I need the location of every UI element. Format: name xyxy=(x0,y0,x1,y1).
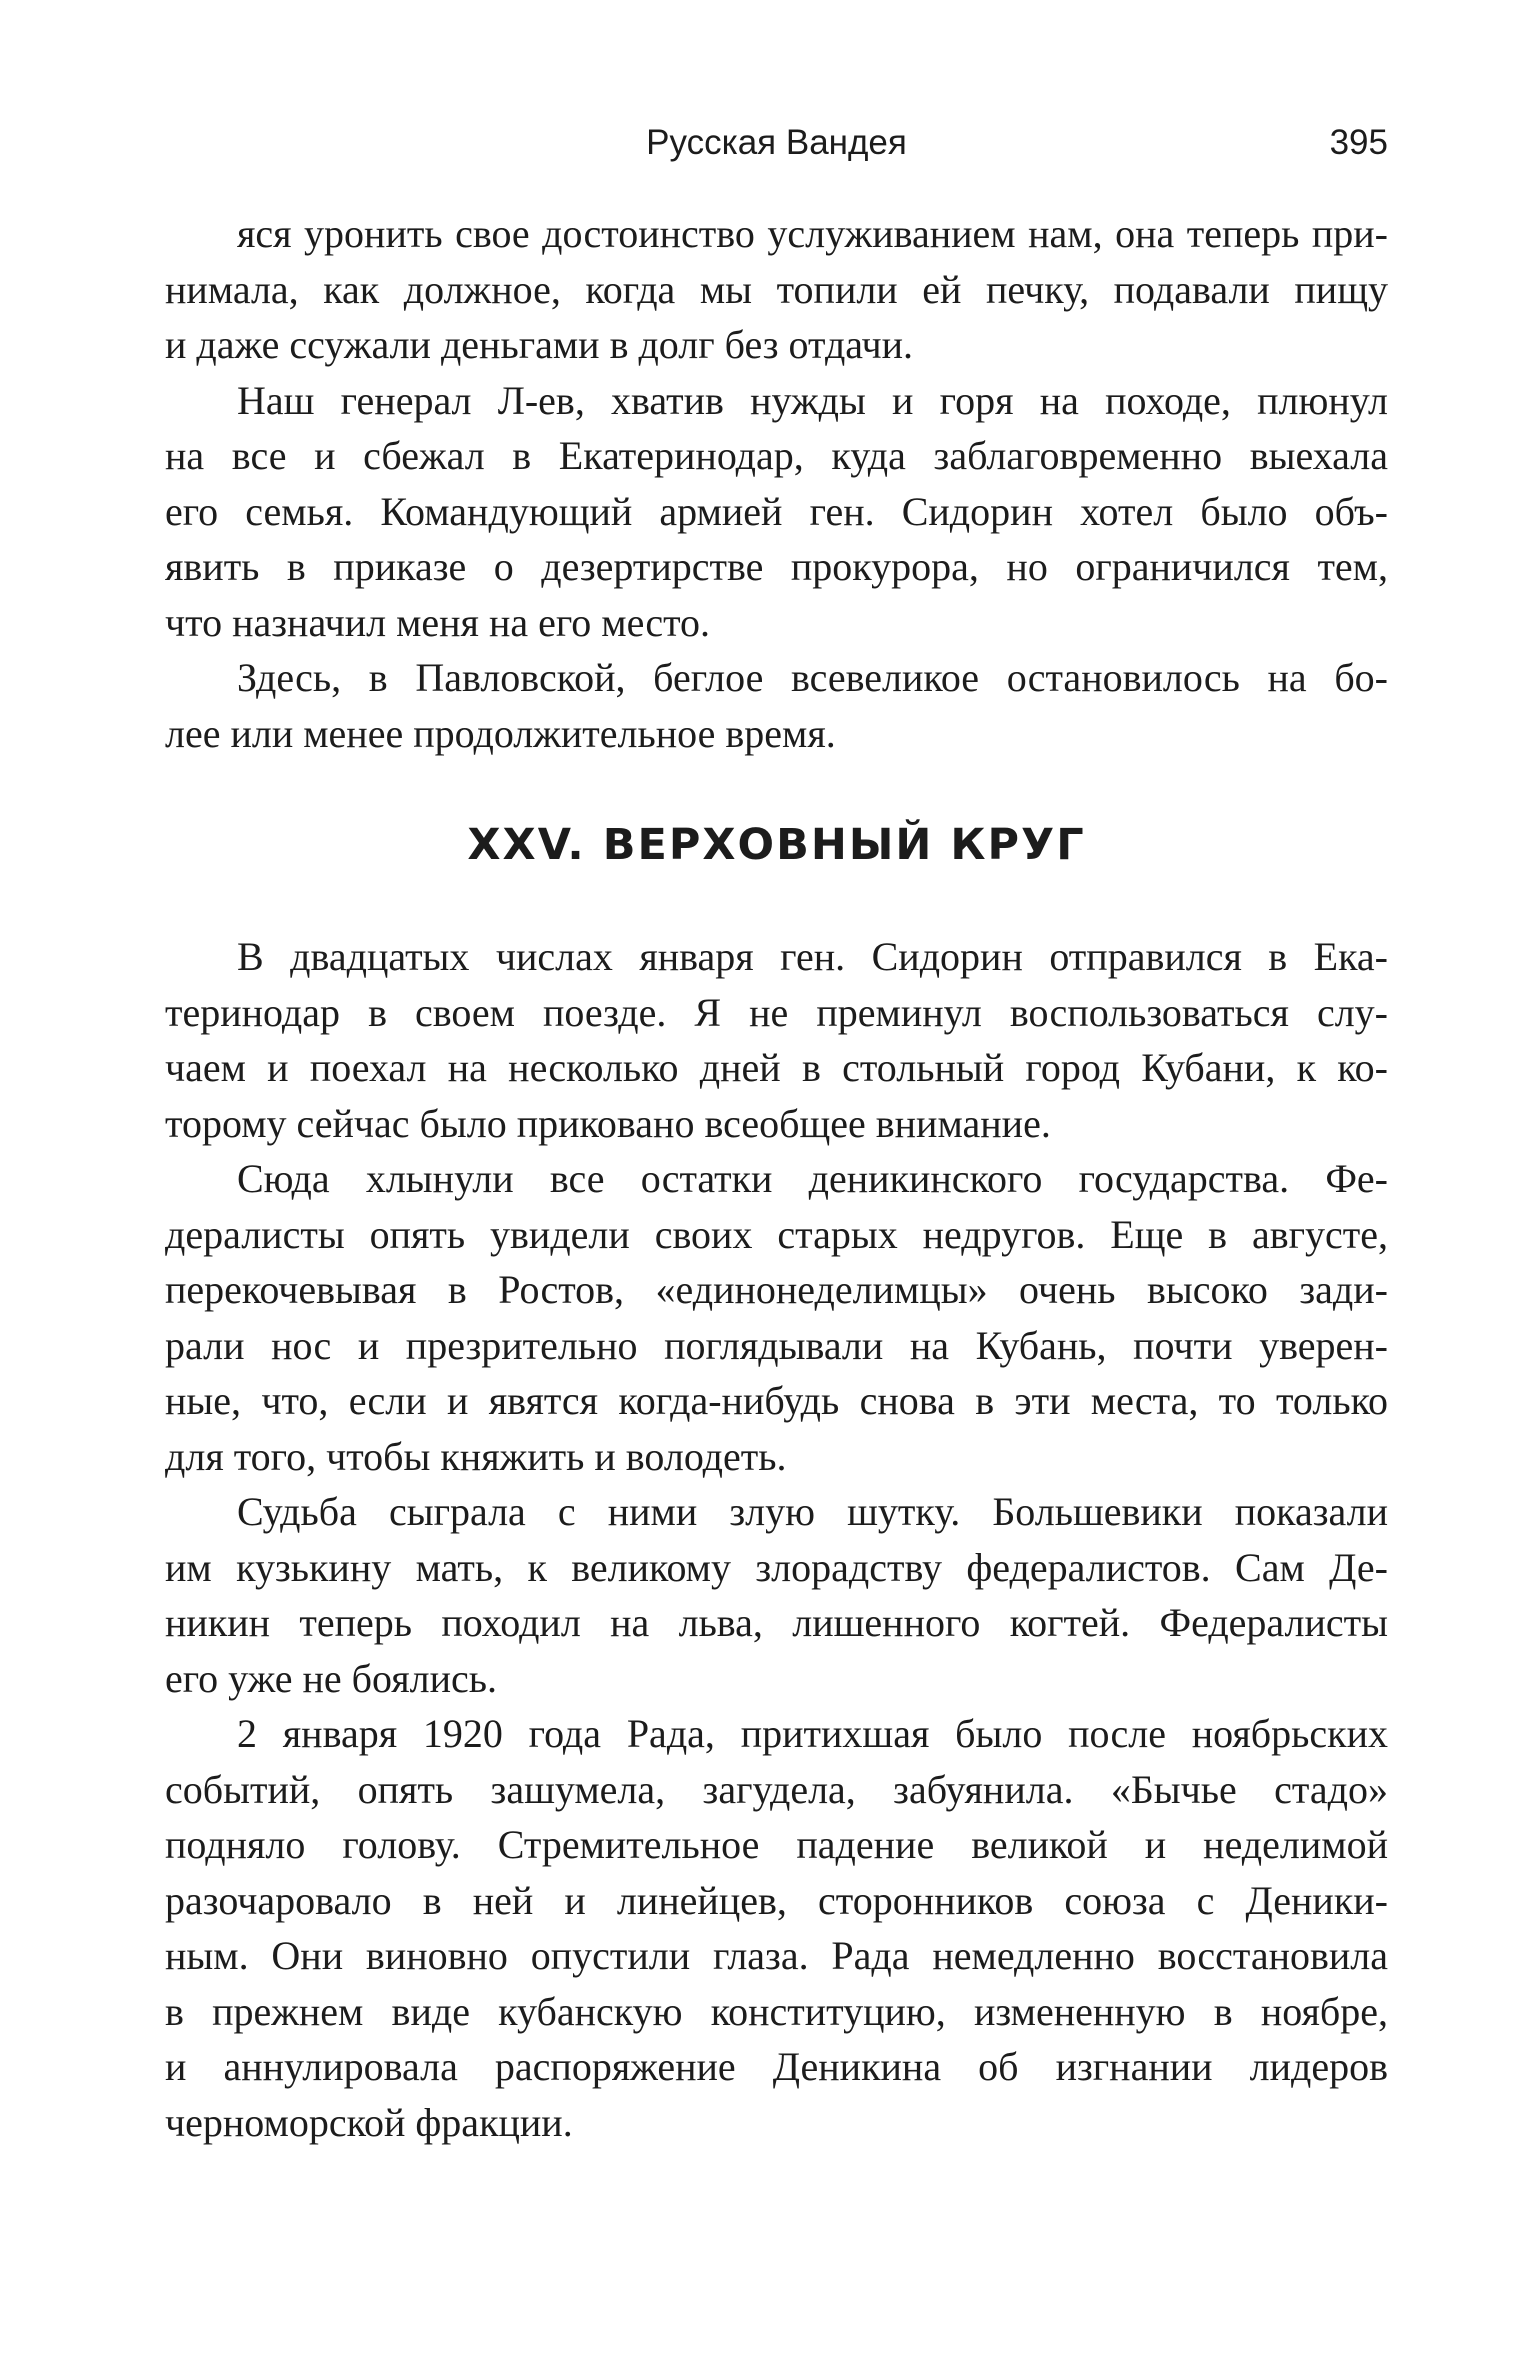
text-line: и аннулировала распоряжение Деникина об изгнании лидеров xyxy=(165,2044,1388,2089)
text-line: Здесь, в Павловской, беглое всевеликое остановилось на бо- xyxy=(237,655,1388,700)
text-line: подняло голову. Стремительное падение великой и неделимой xyxy=(165,1822,1388,1867)
text-line: Сюда хлынули все остатки деникинского государства. Фе- xyxy=(237,1156,1388,1201)
text-line: что назначил меня на его место. xyxy=(165,599,711,645)
text-line: ные, что, если и явятся когда-нибудь снова в эти места, то только xyxy=(165,1378,1388,1423)
paragraph xyxy=(165,373,1388,651)
paragraph xyxy=(165,929,1388,1151)
paragraph xyxy=(165,1484,1388,1706)
text-line: его семья. Командующий армией ген. Сидорин хотел было объ- xyxy=(165,488,1388,534)
text-line: В двадцатых числах января ген. Сидорин отправился в Ека- xyxy=(237,934,1388,979)
text-line: ным. Они виновно опустили глаза. Рада немедленно восстановила xyxy=(165,1933,1388,1978)
text-line: лее или менее продолжительное время. xyxy=(165,710,836,756)
chapter-heading: XXV. ВЕРХОВНЫЙ КРУГ xyxy=(467,820,1086,870)
paragraph xyxy=(165,1151,1388,1484)
text-line: Судьба сыграла с ними злую шутку. Большевики показали xyxy=(237,1489,1388,1534)
text-line: разочаровало в ней и линейцев, сторонников союза с Деники- xyxy=(165,1877,1388,1923)
text-line: нимала, как должное, когда мы топили ей печку, подавали пищу xyxy=(165,266,1388,312)
body-text xyxy=(165,206,1388,2150)
text-line: 2 января 1920 года Рада, притихшая было после ноябрьских xyxy=(237,1711,1388,1756)
text-line: дералисты опять увидели своих старых недругов. Еще в августе, xyxy=(165,1211,1388,1257)
text-line: никин теперь походил на льва, лишенного когтей. Федералисты xyxy=(165,1600,1388,1645)
text-line: на все и сбежал в Екатеринодар, куда заблаговременно выехала xyxy=(165,433,1388,478)
paragraph xyxy=(165,206,1388,373)
running-head xyxy=(165,118,1388,168)
paragraph xyxy=(165,650,1388,761)
text-line: перекочевывая в Ростов, «единонеделимцы» очень высоко зади- xyxy=(165,1267,1388,1312)
text-line: явить в приказе о дезертирстве прокурора, но ограничился тем, xyxy=(165,544,1388,589)
paragraphs-after-heading xyxy=(165,929,1388,2150)
text-line: чаем и поехал на несколько дней в стольный город Кубани, к ко- xyxy=(165,1045,1388,1090)
text-line: теринодар в своем поезде. Я не преминул воспользоваться слу- xyxy=(165,989,1388,1035)
page-number: 395 xyxy=(1329,123,1388,162)
text-line: событий, опять зашумела, загудела, забуянила. «Бычье стадо» xyxy=(165,1766,1388,1812)
paragraph xyxy=(165,1706,1388,2150)
text-line: для того, чтобы княжить и володеть. xyxy=(165,1433,787,1479)
text-line: в прежнем виде кубанскую конституцию, измененную в ноябре, xyxy=(165,1988,1388,2034)
text-line: Наш генерал Л-ев, хватив нужды и горя на походе, плюнул xyxy=(237,377,1388,423)
running-title: Русская Вандея xyxy=(646,123,907,162)
paragraphs-before-heading xyxy=(165,206,1388,761)
text-line: торому сейчас было приковано всеобщее внимание. xyxy=(165,1100,1051,1146)
text-line: им кузькину мать, к великому злорадству федералистов. Сам Де- xyxy=(165,1544,1388,1590)
text-line: рали нос и презрительно поглядывали на Кубань, почти уверен- xyxy=(165,1322,1388,1368)
text-line: и даже ссужали деньгами в долг без отдачи. xyxy=(165,322,913,367)
text-line: его уже не боялись. xyxy=(165,1655,498,1701)
text-line: черноморской фракции. xyxy=(165,2099,573,2145)
text-line: яся уронить свое достоинство услуживанием нам, она теперь при- xyxy=(237,211,1388,256)
